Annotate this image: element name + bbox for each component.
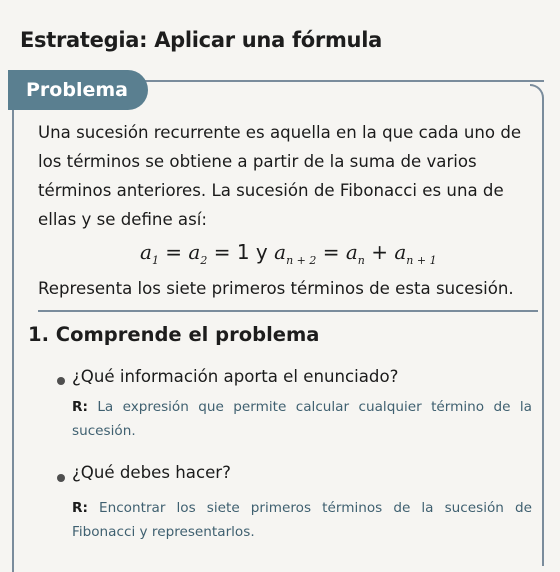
answer-1-label: R: <box>72 399 88 415</box>
formula-plus: + <box>371 240 388 264</box>
answer-2 <box>72 496 532 544</box>
section-heading: 1. Comprende el problema <box>28 323 320 346</box>
formula-a1: a <box>140 240 152 264</box>
formula-eq2: = <box>322 240 340 264</box>
formula-subn2: n + 2 <box>286 254 317 267</box>
problem-task: Representa los siete primeros términos de esta sucesión. <box>38 279 514 298</box>
problem-tab <box>8 70 148 110</box>
bullet-icon <box>57 474 65 482</box>
formula-sub1: 1 <box>151 254 159 267</box>
formula-a2: a <box>188 240 201 264</box>
problem-tab-label: Problema <box>26 79 128 101</box>
answer-2-text: Encontrar los siete primeros términos de la sucesión de Fibonacci y representarlos. <box>72 500 532 540</box>
answer-1 <box>72 395 532 443</box>
answer-1-text: La expresión que permite calcular cualquier término de la sucesión. <box>72 399 532 439</box>
formula-an2: a <box>274 240 287 264</box>
fibonacci-formula <box>140 240 437 267</box>
question-1: ¿Qué información aporta el enunciado? <box>72 367 399 386</box>
problem-paragraph: Una sucesión recurrente es aquella en la que cada uno de los términos se obtiene a partir de la suma de varios términos anteriores. La sucesión de Fibonacci es una de ellas y se define así: <box>38 123 522 229</box>
formula-sub2: 2 <box>200 254 208 267</box>
formula-an1: a <box>394 240 407 264</box>
formula-one: = 1 y <box>213 240 268 264</box>
section-divider <box>38 310 538 312</box>
formula-subn: n <box>357 254 365 267</box>
page-title: Estrategia: Aplicar una fórmula <box>20 28 382 52</box>
formula-eq: = <box>165 240 183 264</box>
question-2: ¿Qué debes hacer? <box>72 463 231 482</box>
formula-an: a <box>345 240 358 264</box>
answer-2-label: R: <box>72 500 88 516</box>
bullet-icon <box>57 377 65 385</box>
formula-subn1: n + 1 <box>406 254 437 267</box>
